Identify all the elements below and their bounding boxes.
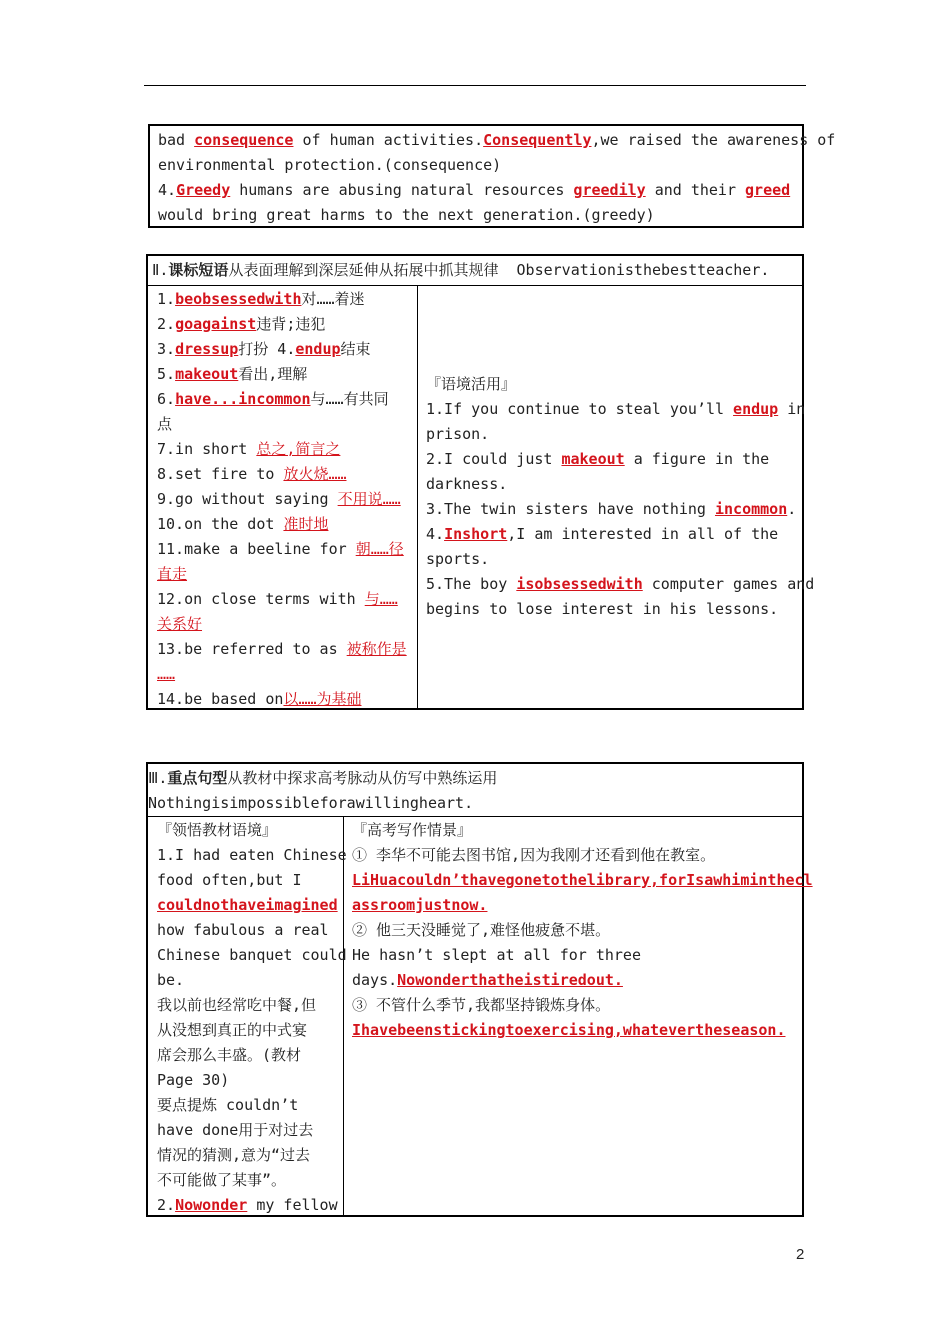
- answer-text: 总之,简言之: [256, 440, 341, 458]
- text-line: [157, 412, 411, 437]
- answer-text: assroomjustnow.: [352, 896, 488, 914]
- writing-scenario-list: [352, 818, 813, 1043]
- text-line: [157, 918, 339, 943]
- text-line: [157, 637, 411, 662]
- prompt-text: 4.: [426, 525, 445, 543]
- prompt-text: 14.be based on: [157, 690, 284, 708]
- prompt-text: bad: [158, 131, 195, 149]
- prompt-text: 12.on close terms with: [157, 590, 365, 608]
- prompt-text: humans are abusing natural resources: [230, 181, 574, 199]
- section-phrases-header: [148, 256, 802, 286]
- text-line: [352, 993, 798, 1018]
- text-line: [157, 843, 347, 868]
- prompt-text: ② 他三天没睡觉了,难怪他疲惫不堪。: [352, 921, 611, 939]
- prompt-text: 5.The boy: [426, 575, 517, 593]
- prompt-text: 2.: [157, 315, 176, 333]
- answer-text: couldnothaveimagined: [157, 896, 338, 914]
- prompt-text: 3.: [157, 340, 176, 358]
- answer-text: greed: [745, 181, 791, 199]
- phrase-list-column: [148, 286, 418, 708]
- text-line: [426, 397, 806, 422]
- text-line: [157, 1118, 339, 1143]
- answer-text: dressup: [175, 340, 239, 358]
- section-sentences: [146, 762, 813, 1217]
- text-line: [426, 572, 815, 597]
- text-line: [157, 612, 411, 637]
- prompt-text: prison.: [426, 425, 490, 443]
- prompt-text: 7.in short: [157, 440, 257, 458]
- text-line: [426, 422, 796, 447]
- section-title: 重点句型: [167, 769, 228, 787]
- text-line: [426, 447, 796, 472]
- text-line: [157, 337, 411, 362]
- answer-text: incommon: [714, 500, 788, 518]
- text-line: [157, 1018, 339, 1043]
- prompt-text: would bring great harms to the next generation.(greedy): [158, 206, 655, 224]
- prompt-text: 2.: [157, 1196, 176, 1214]
- prompt-text: Chinese banquet could: [157, 946, 347, 964]
- answer-text: endup: [733, 400, 779, 418]
- section-motto: Observationisthebestteacher.: [516, 261, 770, 279]
- prompt-text: a figure in the: [624, 450, 770, 468]
- text-line: [157, 968, 339, 993]
- answer-text: Ihavebeenstickingtoexercising,whatevertheseason.: [352, 1021, 786, 1039]
- text-line: [157, 818, 339, 843]
- textbook-context-column: [148, 817, 347, 1215]
- prompt-text: 1.If you continue to steal you’ll: [426, 400, 734, 418]
- prompt-text: 8.set fire to: [157, 465, 284, 483]
- text-line: [158, 178, 802, 203]
- section-motto: Nothingisimpossibleforawillingheart.: [148, 794, 474, 812]
- text-line: [352, 918, 798, 943]
- prompt-text: darkness.: [426, 475, 508, 493]
- text-line: [157, 868, 339, 893]
- word-forms-box: [148, 124, 836, 228]
- prompt-text: 要点提炼 couldn’t: [157, 1096, 299, 1114]
- text-line: [157, 362, 411, 387]
- text-line: [157, 487, 411, 512]
- text-line: [157, 312, 411, 337]
- answer-text: 以……为基础: [283, 690, 362, 708]
- prompt-text: how fabulous a real: [157, 921, 329, 939]
- answer-text: greedily: [573, 181, 646, 199]
- answer-text: Nowonder: [175, 1196, 248, 1214]
- text-line: [157, 462, 411, 487]
- section-numeral: Ⅱ.: [152, 261, 169, 279]
- prompt-text: days.: [352, 971, 398, 989]
- answer-text: ……: [157, 665, 176, 683]
- text-line: [352, 818, 798, 843]
- text-line: [158, 128, 836, 153]
- text-line: [157, 562, 411, 587]
- text-line: [157, 537, 411, 562]
- answer-text: have...incommon: [175, 390, 311, 408]
- prompt-text: ,I am interested in all of the: [507, 525, 779, 543]
- answer-text: makeout: [175, 365, 239, 383]
- header-rule: [144, 85, 806, 86]
- answer-text: isobsessedwith: [516, 575, 643, 593]
- prompt-text: begins to lose interest in his lessons.: [426, 600, 779, 618]
- section-phrases: [146, 254, 815, 710]
- phrase-list: [157, 287, 411, 712]
- prompt-text: .: [787, 500, 797, 518]
- prompt-text: 不可能做了某事”。: [157, 1171, 287, 1189]
- section-sentences-header: [148, 764, 802, 817]
- prompt-text: 2.I could just: [426, 450, 562, 468]
- section-title: 课标短语: [168, 261, 229, 279]
- text-line: [157, 1143, 339, 1168]
- section-subtitle: 从教材中探求高考脉动从仿写中熟练运用: [227, 769, 498, 787]
- prompt-text: Page 30): [157, 1071, 230, 1089]
- text-line: [426, 472, 796, 497]
- text-line: [426, 597, 796, 622]
- text-line: [157, 387, 411, 412]
- prompt-text: 1.I had eaten Chinese: [157, 846, 347, 864]
- answer-text: Consequently: [483, 131, 592, 149]
- answer-text: Nowonderthatheistiredout.: [397, 971, 623, 989]
- prompt-text: 10.on the dot: [157, 515, 284, 533]
- text-line: [158, 153, 802, 178]
- text-line: [352, 893, 798, 918]
- section-subtitle: 从表面理解到深层延伸从拓展中抓其规律: [228, 261, 499, 279]
- answer-text: 放火烧……: [283, 465, 347, 483]
- prompt-text: 『高考写作情景』: [352, 821, 473, 839]
- textbook-context-list: [157, 818, 347, 1218]
- text-line: [426, 547, 796, 572]
- prompt-text: 6.: [157, 390, 176, 408]
- answer-text: Greedy: [176, 181, 231, 199]
- prompt-text: ,we raised the awareness of: [591, 131, 836, 149]
- text-line: [157, 662, 411, 687]
- text-line: [157, 687, 411, 712]
- answer-text: consequence: [194, 131, 294, 149]
- text-line: [426, 372, 796, 397]
- answer-text: 朝……径: [355, 540, 404, 558]
- answer-text: 与……: [364, 590, 398, 608]
- prompt-text: 13.be referred to as: [157, 640, 347, 658]
- prompt-text: ① 李华不可能去图书馆,因为我刚才还看到他在教室。: [352, 846, 716, 864]
- prompt-text: 点: [157, 415, 173, 433]
- prompt-text: my fellow: [247, 1196, 338, 1214]
- prompt-text: environmental protection.(consequence): [158, 156, 502, 174]
- prompt-text: 5.: [157, 365, 176, 383]
- prompt-text: 9.go without saying: [157, 490, 338, 508]
- prompt-text: and their: [645, 181, 746, 199]
- text-line: [157, 512, 411, 537]
- prompt-text: 4.: [158, 181, 177, 199]
- text-line: [352, 1018, 798, 1043]
- text-line: [157, 1093, 339, 1118]
- text-line: [158, 203, 802, 228]
- prompt-text: 从没想到真正的中式宴: [157, 1021, 308, 1039]
- answer-text: 不用说……: [337, 490, 401, 508]
- prompt-text: 看出,理解: [238, 365, 308, 383]
- word-forms-lines: [158, 128, 836, 228]
- context-usage-list: [426, 372, 815, 622]
- answer-text: 被称作是: [346, 640, 407, 658]
- text-line: [157, 1068, 339, 1093]
- prompt-text: 我以前也经常吃中餐,但: [157, 996, 317, 1014]
- answer-text: makeout: [561, 450, 625, 468]
- text-line: [157, 437, 411, 462]
- prompt-text: 席会那么丰盛。(教材: [157, 1046, 302, 1064]
- text-line: [426, 497, 796, 522]
- prompt-text: have done用于对过去: [157, 1121, 314, 1139]
- text-line: [157, 1168, 339, 1193]
- text-line: [157, 893, 339, 918]
- answer-text: 关系好: [157, 615, 203, 633]
- context-usage-column: [418, 286, 815, 708]
- answer-text: beobsessedwith: [175, 290, 302, 308]
- text-line: [352, 843, 798, 868]
- text-line: [157, 587, 411, 612]
- answer-text: Inshort: [444, 525, 508, 543]
- text-line: [426, 522, 796, 547]
- prompt-text: in: [778, 400, 806, 418]
- text-line: [157, 287, 411, 312]
- prompt-text: 11.make a beeline for: [157, 540, 356, 558]
- prompt-text: 情况的猜测,意为“过去: [157, 1146, 311, 1164]
- text-line: [352, 943, 798, 968]
- text-line: [157, 1043, 339, 1068]
- prompt-text: 对……着迷: [301, 290, 365, 308]
- prompt-text: He hasn’t slept at all for three: [352, 946, 641, 964]
- prompt-text: of human activities.: [293, 131, 484, 149]
- text-line: [352, 868, 813, 893]
- prompt-text: 『语境活用』: [426, 375, 517, 393]
- text-line: [352, 968, 798, 993]
- prompt-text: food often,but I: [157, 871, 302, 889]
- prompt-text: 3.The twin sisters have nothing: [426, 500, 715, 518]
- answer-text: LiHuacouldn’thavegonetothelibrary,forIsawhiminthecl: [352, 871, 813, 889]
- answer-text: 准时地: [283, 515, 329, 533]
- prompt-text: computer games and: [642, 575, 815, 593]
- page-number: 2: [796, 1246, 805, 1263]
- prompt-text: 『领悟教材语境』: [157, 821, 278, 839]
- answer-text: 直走: [157, 565, 188, 583]
- text-line: [157, 993, 339, 1018]
- text-line: [157, 1193, 339, 1218]
- prompt-text: ③ 不管什么季节,我都坚持锻炼身体。: [352, 996, 611, 1014]
- prompt-text: be.: [157, 971, 185, 989]
- prompt-text: 打扮 4.: [238, 340, 296, 358]
- prompt-text: 违背;违犯: [256, 315, 326, 333]
- section-numeral: Ⅲ.: [148, 769, 168, 787]
- prompt-text: 与……有共同: [310, 390, 389, 408]
- writing-scenario-column: [344, 817, 813, 1215]
- prompt-text: sports.: [426, 550, 490, 568]
- answer-text: endup: [295, 340, 341, 358]
- prompt-text: 1.: [157, 290, 176, 308]
- text-line: [157, 943, 347, 968]
- prompt-text: 结束: [340, 340, 371, 358]
- answer-text: goagainst: [175, 315, 257, 333]
